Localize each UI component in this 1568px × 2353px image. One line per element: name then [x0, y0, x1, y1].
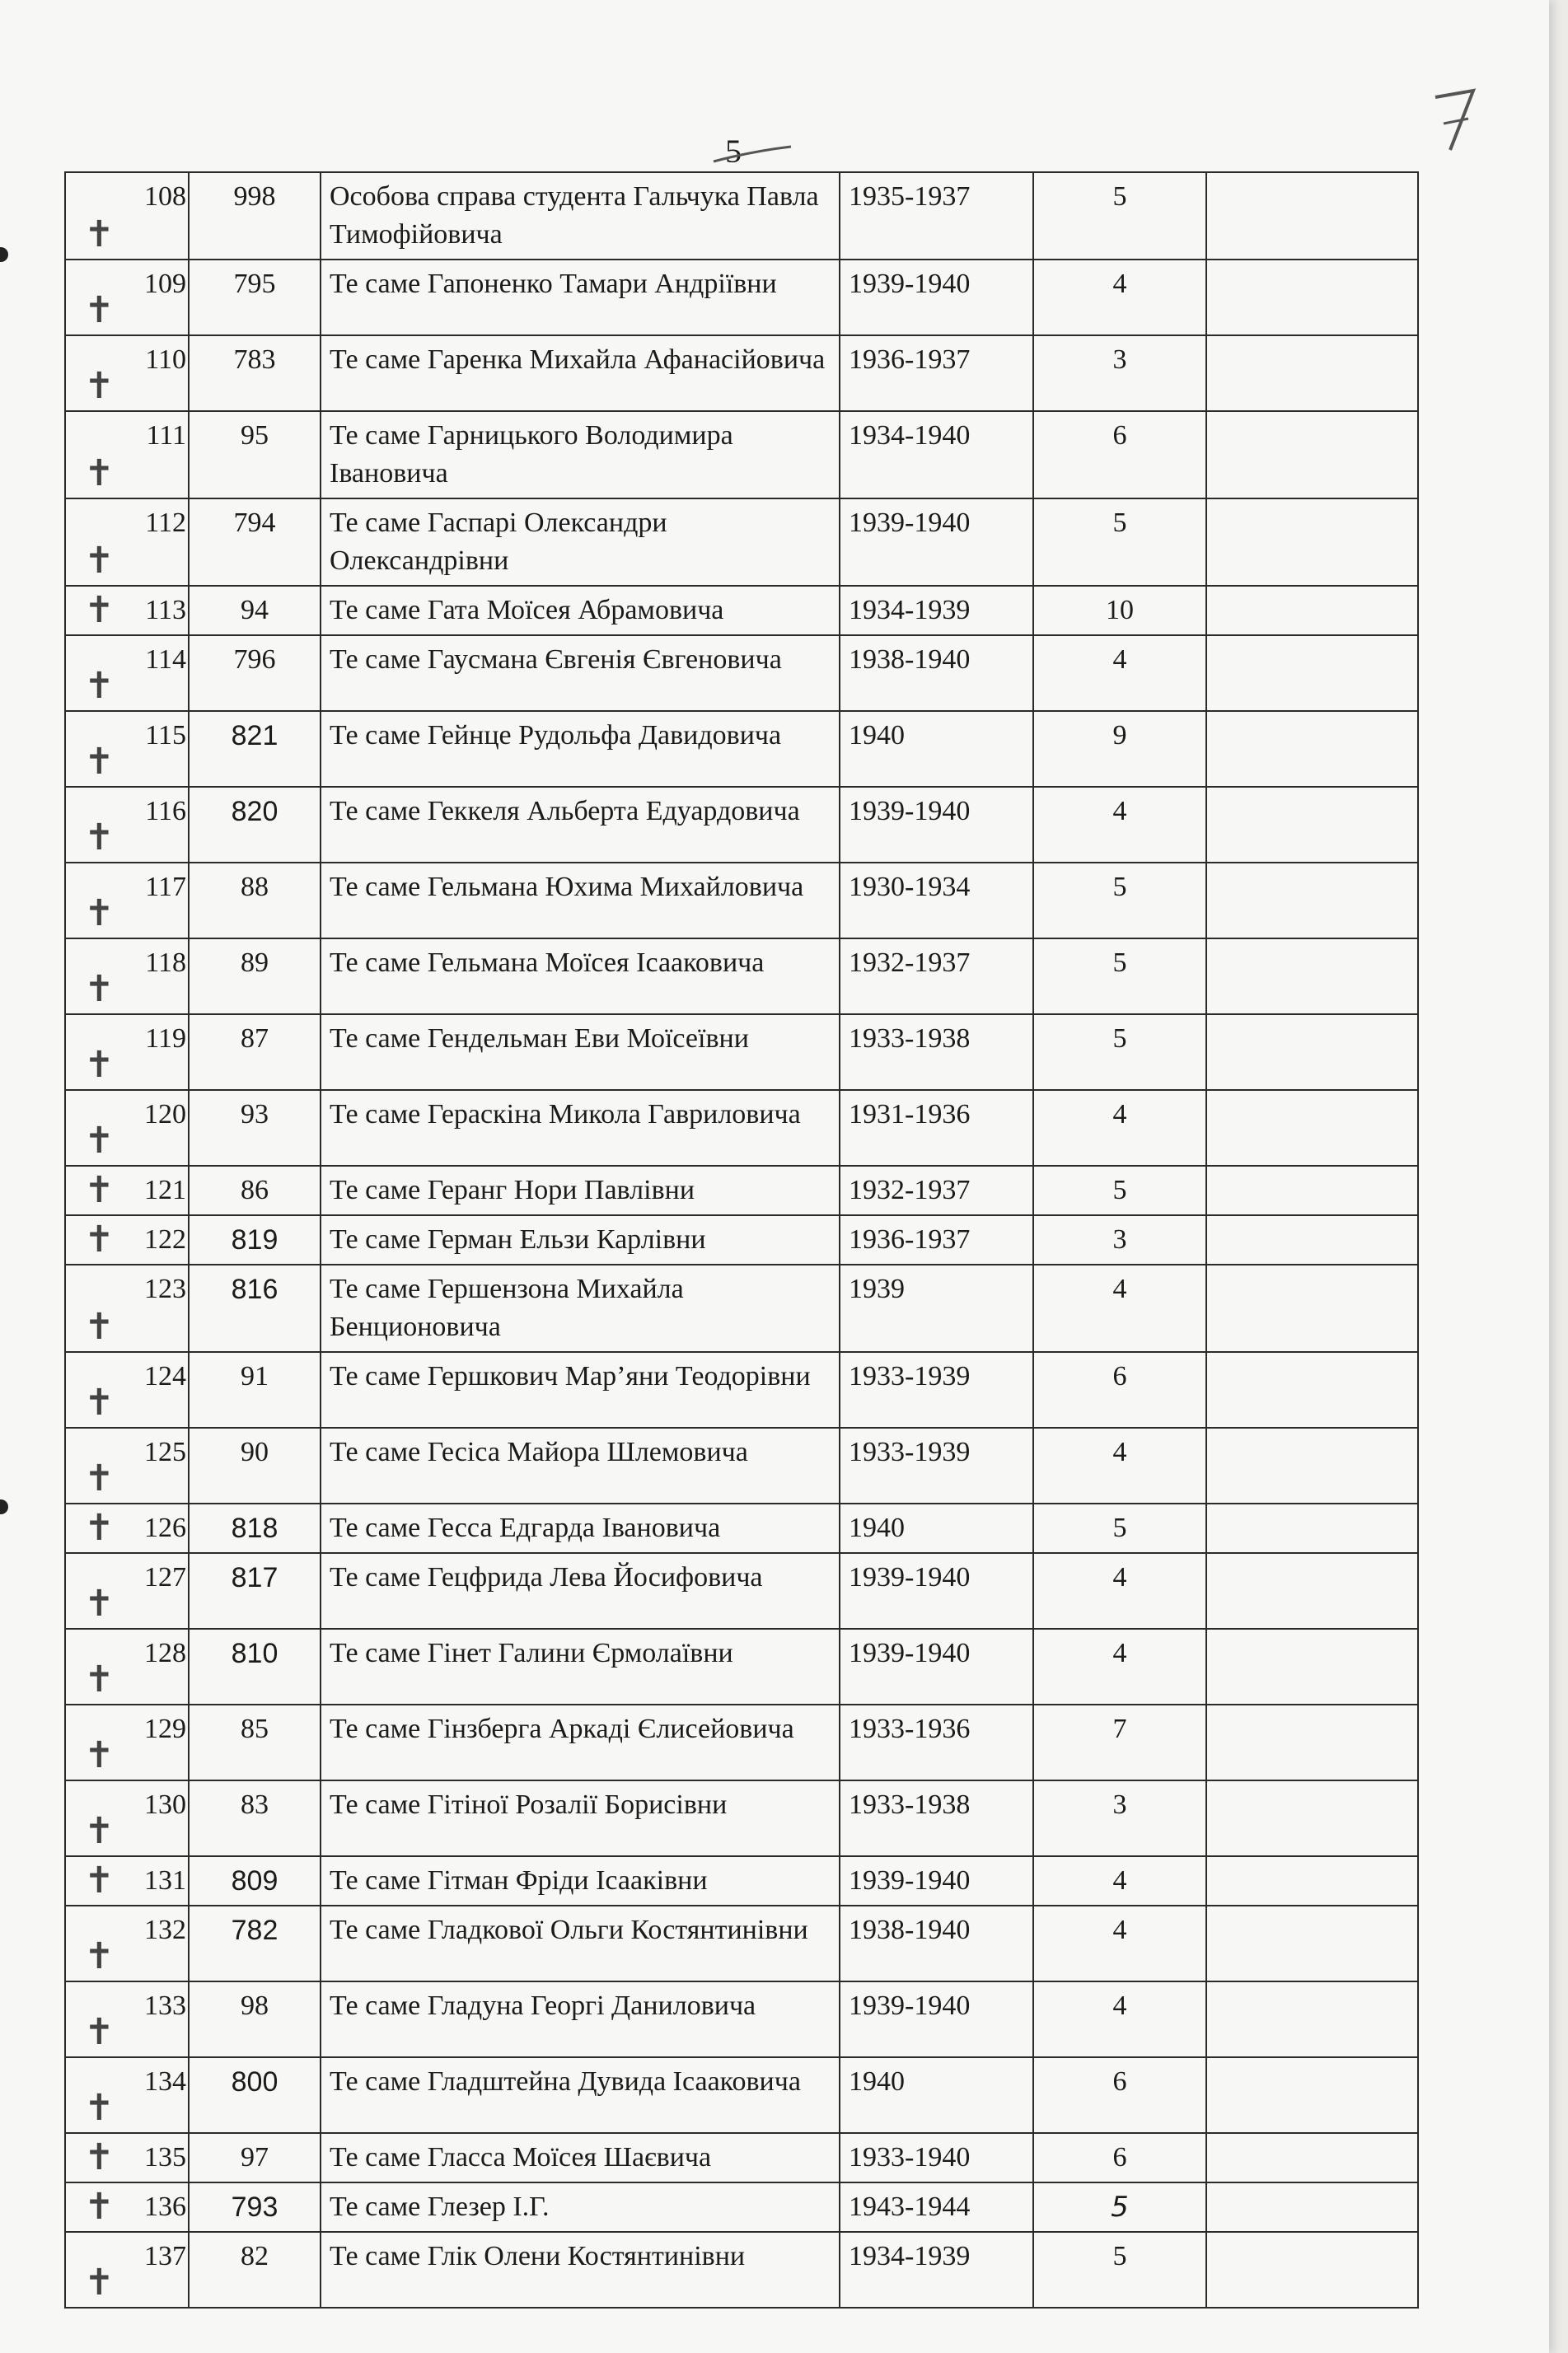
file-title: Те саме Глезер І.Г. — [321, 2182, 840, 2232]
sheet-count: 5 — [1033, 938, 1206, 1014]
row-number: 113 — [145, 595, 186, 625]
sheet-count: 4 — [1033, 260, 1206, 335]
table-row — [65, 260, 1418, 335]
sheet-count: 3 — [1033, 335, 1206, 411]
row-number-cell — [65, 1215, 189, 1265]
file-title: Те саме Глік Олени Костянтинівни — [321, 2232, 840, 2308]
file-title: Те саме Гаусмана Євгенія Євгеновича — [321, 635, 840, 711]
inventory-number: 783 — [189, 335, 321, 411]
row-number-cell — [65, 1629, 189, 1705]
row-number-cell — [65, 1265, 189, 1352]
table-row — [65, 1090, 1418, 1166]
row-number: 135 — [144, 2142, 186, 2173]
notes-cell — [1206, 1352, 1418, 1428]
checkmark-cross-icon: ✝ — [84, 1219, 115, 1261]
sheet-count: 5 — [1033, 2232, 1206, 2308]
row-number-cell — [65, 411, 189, 498]
row-number-cell — [65, 1504, 189, 1553]
row-number-cell — [65, 2057, 189, 2133]
notes-cell — [1206, 863, 1418, 938]
row-number-cell — [65, 1705, 189, 1780]
checkmark-cross-icon: ✝ — [84, 892, 115, 934]
checkmark-cross-icon: ✝ — [84, 1859, 115, 1902]
date-range: 1940 — [840, 1504, 1033, 1553]
file-title: Те саме Геккеля Альберта Едуардовича — [321, 787, 840, 863]
date-range: 1938-1940 — [840, 635, 1033, 711]
sheet-count: 9 — [1033, 711, 1206, 787]
row-number: 131 — [144, 1865, 186, 1896]
file-title: Те саме Гата Моїсея Абрамовича — [321, 586, 840, 635]
table-row — [65, 1428, 1418, 1504]
row-number-cell — [65, 787, 189, 863]
file-title: Те саме Гельмана Юхима Михайловича — [321, 863, 840, 938]
date-range: 1939-1940 — [840, 260, 1033, 335]
inventory-number: 98 — [189, 1981, 321, 2057]
notes-cell — [1206, 711, 1418, 787]
inventory-number: 97 — [189, 2133, 321, 2182]
inventory-number: 793 — [189, 2182, 321, 2232]
row-number: 122 — [144, 1224, 186, 1255]
date-range: 1935-1937 — [840, 172, 1033, 260]
table-row — [65, 1906, 1418, 1981]
checkmark-cross-icon: ✝ — [84, 1120, 115, 1162]
notes-cell — [1206, 586, 1418, 635]
row-number-cell — [65, 335, 189, 411]
sheet-count: 4 — [1033, 1629, 1206, 1705]
sheet-count: 6 — [1033, 2057, 1206, 2133]
inventory-number: 94 — [189, 586, 321, 635]
sheet-count: 5 — [1033, 863, 1206, 938]
sheet-count: 4 — [1033, 635, 1206, 711]
checkmark-cross-icon: ✝ — [84, 2262, 115, 2304]
table-row — [65, 1705, 1418, 1780]
notes-cell — [1206, 1553, 1418, 1629]
checkmark-cross-icon: ✝ — [84, 1457, 115, 1499]
register-table — [64, 171, 1419, 2309]
file-title: Особова справа студента Гальчука Павла Тимофійовича — [321, 172, 840, 260]
inventory-number: 819 — [189, 1215, 321, 1265]
notes-cell — [1206, 1428, 1418, 1504]
checkmark-cross-icon: ✝ — [84, 2011, 115, 2053]
row-number-cell — [65, 938, 189, 1014]
notes-cell — [1206, 335, 1418, 411]
row-number: 132 — [144, 1915, 186, 1945]
file-title: Те саме Гінзберга Аркаді Єлисейовича — [321, 1705, 840, 1780]
checkmark-cross-icon: ✝ — [84, 213, 115, 255]
inventory-number: 816 — [189, 1265, 321, 1352]
file-title: Те саме Герман Ельзи Карлівни — [321, 1215, 840, 1265]
row-number-cell — [65, 1856, 189, 1906]
notes-cell — [1206, 1981, 1418, 2057]
notes-cell — [1206, 1856, 1418, 1906]
date-range: 1932-1937 — [840, 938, 1033, 1014]
table-row — [65, 938, 1418, 1014]
sheet-count: 10 — [1033, 586, 1206, 635]
file-title: Те саме Гаспарі Олександри Олександрівни — [321, 498, 840, 586]
sheet-count: 5 — [1033, 1014, 1206, 1090]
row-number-cell — [65, 1780, 189, 1856]
file-title: Те саме Гершкович Мар’яни Теодорівни — [321, 1352, 840, 1428]
checkmark-cross-icon: ✝ — [84, 816, 115, 858]
notes-cell — [1206, 635, 1418, 711]
page-number-strike-icon — [705, 142, 796, 166]
table-row — [65, 2232, 1418, 2308]
inventory-number: 782 — [189, 1906, 321, 1981]
notes-cell — [1206, 1014, 1418, 1090]
row-number: 111 — [146, 420, 186, 451]
row-number-cell — [65, 586, 189, 635]
row-number: 121 — [144, 1175, 186, 1205]
date-range: 1934-1939 — [840, 2232, 1033, 2308]
inventory-number: 820 — [189, 787, 321, 863]
row-number-cell — [65, 260, 189, 335]
row-number: 110 — [145, 344, 186, 375]
checkmark-cross-icon: ✝ — [84, 1306, 115, 1348]
date-range: 1939 — [840, 1265, 1033, 1352]
row-number-cell — [65, 1090, 189, 1166]
row-number: 118 — [145, 947, 186, 978]
checkmark-cross-icon: ✝ — [84, 665, 115, 707]
inventory-number: 796 — [189, 635, 321, 711]
inventory-number: 82 — [189, 2232, 321, 2308]
file-title: Те саме Гладуна Георгі Даниловича — [321, 1981, 840, 2057]
table-row — [65, 586, 1418, 635]
sheet-count: 3 — [1033, 1215, 1206, 1265]
inventory-number: 93 — [189, 1090, 321, 1166]
table-row — [65, 635, 1418, 711]
notes-cell — [1206, 1504, 1418, 1553]
date-range: 1943-1944 — [840, 2182, 1033, 2232]
inventory-number: 800 — [189, 2057, 321, 2133]
checkmark-cross-icon: ✝ — [84, 2186, 115, 2228]
row-number: 109 — [144, 269, 186, 299]
row-number: 120 — [144, 1099, 186, 1130]
file-title: Те саме Гершензона Михайла Бенционовича — [321, 1265, 840, 1352]
date-range: 1933-1936 — [840, 1705, 1033, 1780]
date-range: 1934-1940 — [840, 411, 1033, 498]
file-title: Те саме Гарницького Володимира Івановича — [321, 411, 840, 498]
row-number: 127 — [144, 1562, 186, 1593]
inventory-number: 795 — [189, 260, 321, 335]
notes-cell — [1206, 411, 1418, 498]
file-title: Те саме Гесса Едгарда Івановича — [321, 1504, 840, 1553]
inventory-number: 87 — [189, 1014, 321, 1090]
table-row — [65, 411, 1418, 498]
inventory-number: 818 — [189, 1504, 321, 1553]
checkmark-cross-icon: ✝ — [84, 1734, 115, 1776]
row-number: 108 — [144, 181, 186, 212]
date-range: 1940 — [840, 711, 1033, 787]
notes-cell — [1206, 1705, 1418, 1780]
sheet-count: 5 — [1033, 172, 1206, 260]
checkmark-cross-icon: ✝ — [84, 289, 115, 331]
inventory-number: 817 — [189, 1553, 321, 1629]
date-range: 1936-1937 — [840, 1215, 1033, 1265]
file-title: Те саме Гельмана Моїсея Ісааковича — [321, 938, 840, 1014]
notes-cell — [1206, 1090, 1418, 1166]
row-number-cell — [65, 711, 189, 787]
sheet-count: 4 — [1033, 787, 1206, 863]
row-number: 128 — [144, 1638, 186, 1668]
date-range: 1930-1934 — [840, 863, 1033, 938]
row-number: 136 — [144, 2192, 186, 2222]
table-row — [65, 1553, 1418, 1629]
inventory-number: 998 — [189, 172, 321, 260]
notes-cell — [1206, 1215, 1418, 1265]
inventory-number: 90 — [189, 1428, 321, 1504]
table-row — [65, 1166, 1418, 1215]
table-row — [65, 1215, 1418, 1265]
row-number-cell — [65, 863, 189, 938]
date-range: 1933-1938 — [840, 1780, 1033, 1856]
page-number: 5 — [725, 133, 742, 170]
table-row — [65, 1856, 1418, 1906]
date-range: 1933-1938 — [840, 1014, 1033, 1090]
date-range: 1933-1940 — [840, 2133, 1033, 2182]
sheet-count: 5 — [1033, 1166, 1206, 1215]
row-number-cell — [65, 1014, 189, 1090]
date-range: 1939-1940 — [840, 1856, 1033, 1906]
notes-cell — [1206, 1166, 1418, 1215]
date-range: 1938-1940 — [840, 1906, 1033, 1981]
row-number-cell — [65, 172, 189, 260]
row-number: 115 — [145, 720, 186, 751]
inventory-number: 86 — [189, 1166, 321, 1215]
notes-cell — [1206, 938, 1418, 1014]
table-row — [65, 1629, 1418, 1705]
sheet-count: 6 — [1033, 411, 1206, 498]
checkmark-cross-icon: ✝ — [84, 365, 115, 407]
row-number: 125 — [144, 1437, 186, 1467]
checkmark-cross-icon: ✝ — [84, 741, 115, 783]
table-row — [65, 1780, 1418, 1856]
sheet-count: 6 — [1033, 1352, 1206, 1428]
checkmark-cross-icon: ✝ — [84, 1169, 115, 1211]
sheet-count: 4 — [1033, 1906, 1206, 1981]
file-title: Те саме Гесіса Майора Шлемовича — [321, 1428, 840, 1504]
notes-cell — [1206, 787, 1418, 863]
inventory-number: 91 — [189, 1352, 321, 1428]
notes-cell — [1206, 2057, 1418, 2133]
file-title: Те саме Гітіної Розалії Борисівни — [321, 1780, 840, 1856]
sheet-count: 4 — [1033, 1553, 1206, 1629]
sheet-count: 4 — [1033, 1856, 1206, 1906]
checkmark-cross-icon: ✝ — [84, 540, 115, 582]
inventory-number: 810 — [189, 1629, 321, 1705]
svg-text:7: 7 — [1425, 82, 1426, 83]
table-row — [65, 1014, 1418, 1090]
binder-hole — [0, 247, 8, 262]
row-number-cell — [65, 1428, 189, 1504]
file-title: Те саме Гераскіна Микола Гавриловича — [321, 1090, 840, 1166]
table-row — [65, 2182, 1418, 2232]
file-title: Те саме Гейнце Рудольфа Давидовича — [321, 711, 840, 787]
table-row — [65, 2133, 1418, 2182]
row-number: 133 — [144, 1990, 186, 2021]
checkmark-cross-icon: ✝ — [84, 452, 115, 494]
checkmark-cross-icon: ✝ — [84, 2087, 115, 2129]
checkmark-cross-icon: ✝ — [84, 1382, 115, 1424]
sheet-number-handwritten — [1425, 82, 1483, 157]
checkmark-cross-icon: ✝ — [84, 589, 115, 631]
row-number: 126 — [144, 1513, 186, 1543]
row-number: 129 — [144, 1714, 186, 1744]
inventory-number: 83 — [189, 1780, 321, 1856]
row-number-cell — [65, 635, 189, 711]
date-range: 1939-1940 — [840, 1981, 1033, 2057]
row-number-cell — [65, 1906, 189, 1981]
notes-cell — [1206, 260, 1418, 335]
table-row — [65, 1352, 1418, 1428]
row-number: 130 — [144, 1789, 186, 1820]
date-range: 1933-1939 — [840, 1352, 1033, 1428]
file-title: Те саме Гітман Фріди Ісааківни — [321, 1856, 840, 1906]
file-title: Те саме Гецфрида Лева Йосифовича — [321, 1553, 840, 1629]
sheet-count: 4 — [1033, 1265, 1206, 1352]
notes-cell — [1206, 1906, 1418, 1981]
row-number-cell — [65, 2133, 189, 2182]
table-row — [65, 1504, 1418, 1553]
checkmark-cross-icon: ✝ — [84, 968, 115, 1010]
notes-cell — [1206, 2182, 1418, 2232]
sheet-count: 6 — [1033, 2133, 1206, 2182]
date-range: 1933-1939 — [840, 1428, 1033, 1504]
notes-cell — [1206, 2133, 1418, 2182]
row-number-cell — [65, 1352, 189, 1428]
row-number-cell — [65, 2232, 189, 2308]
table-row — [65, 1265, 1418, 1352]
date-range: 1939-1940 — [840, 498, 1033, 586]
row-number-cell — [65, 2182, 189, 2232]
date-range: 1940 — [840, 2057, 1033, 2133]
sheet-count: 7 — [1033, 1705, 1206, 1780]
file-title: Те саме Гладкової Ольги Костянтинівни — [321, 1906, 840, 1981]
inventory-number: 794 — [189, 498, 321, 586]
table-row — [65, 2057, 1418, 2133]
notes-cell — [1206, 1780, 1418, 1856]
table-row — [65, 172, 1418, 260]
inventory-number: 85 — [189, 1705, 321, 1780]
date-range: 1939-1940 — [840, 1553, 1033, 1629]
checkmark-cross-icon: ✝ — [84, 1810, 115, 1852]
sheet-count: 5 — [1033, 498, 1206, 586]
file-title: Те саме Геранг Нори Павлівни — [321, 1166, 840, 1215]
table-row — [65, 1981, 1418, 2057]
checkmark-cross-icon: ✝ — [84, 1507, 115, 1549]
inventory-number: 88 — [189, 863, 321, 938]
checkmark-cross-icon: ✝ — [84, 1583, 115, 1625]
binder-hole — [0, 1499, 8, 1514]
table-row — [65, 787, 1418, 863]
checkmark-cross-icon: ✝ — [84, 1935, 115, 1977]
inventory-number: 89 — [189, 938, 321, 1014]
notes-cell — [1206, 2232, 1418, 2308]
inventory-number: 821 — [189, 711, 321, 787]
row-number: 137 — [144, 2241, 186, 2271]
table-row — [65, 498, 1418, 586]
inventory-number: 809 — [189, 1856, 321, 1906]
row-number-cell — [65, 498, 189, 586]
row-number-cell — [65, 1553, 189, 1629]
row-number: 124 — [144, 1361, 186, 1392]
row-number: 114 — [145, 644, 186, 675]
file-title: Те саме Гінет Галини Єрмолаївни — [321, 1629, 840, 1705]
date-range: 1934-1939 — [840, 586, 1033, 635]
sheet-count: 3 — [1033, 1780, 1206, 1856]
date-range: 1939-1940 — [840, 787, 1033, 863]
date-range: 1932-1937 — [840, 1166, 1033, 1215]
row-number: 116 — [145, 796, 186, 826]
notes-cell — [1206, 1265, 1418, 1352]
sheet-count: 4 — [1033, 1090, 1206, 1166]
row-number: 123 — [144, 1274, 186, 1304]
row-number: 119 — [145, 1023, 186, 1054]
checkmark-cross-icon: ✝ — [84, 2136, 115, 2178]
row-number-cell — [65, 1166, 189, 1215]
row-number: 117 — [145, 872, 186, 902]
date-range: 1936-1937 — [840, 335, 1033, 411]
table-row — [65, 863, 1418, 938]
file-title: Те саме Гаренка Михайла Афанасійовича — [321, 335, 840, 411]
table-row — [65, 711, 1418, 787]
sheet-count: 5 — [1033, 2182, 1206, 2232]
date-range: 1931-1936 — [840, 1090, 1033, 1166]
file-title: Те саме Гапоненко Тамари Андріївни — [321, 260, 840, 335]
row-number: 134 — [144, 2066, 186, 2097]
row-number: 112 — [145, 508, 186, 538]
notes-cell — [1206, 1629, 1418, 1705]
row-number-cell — [65, 1981, 189, 2057]
table-row — [65, 335, 1418, 411]
sheet-count: 5 — [1033, 1504, 1206, 1553]
notes-cell — [1206, 172, 1418, 260]
inventory-number: 95 — [189, 411, 321, 498]
checkmark-cross-icon: ✝ — [84, 1658, 115, 1700]
file-title: Те саме Гласса Моїсея Шаєвича — [321, 2133, 840, 2182]
file-title: Те саме Гендельман Еви Моїсеївни — [321, 1014, 840, 1090]
date-range: 1939-1940 — [840, 1629, 1033, 1705]
checkmark-cross-icon: ✝ — [84, 1044, 115, 1086]
sheet-count: 4 — [1033, 1428, 1206, 1504]
sheet-count: 4 — [1033, 1981, 1206, 2057]
notes-cell — [1206, 498, 1418, 586]
file-title: Те саме Гладштейна Дувида Ісааковича — [321, 2057, 840, 2133]
